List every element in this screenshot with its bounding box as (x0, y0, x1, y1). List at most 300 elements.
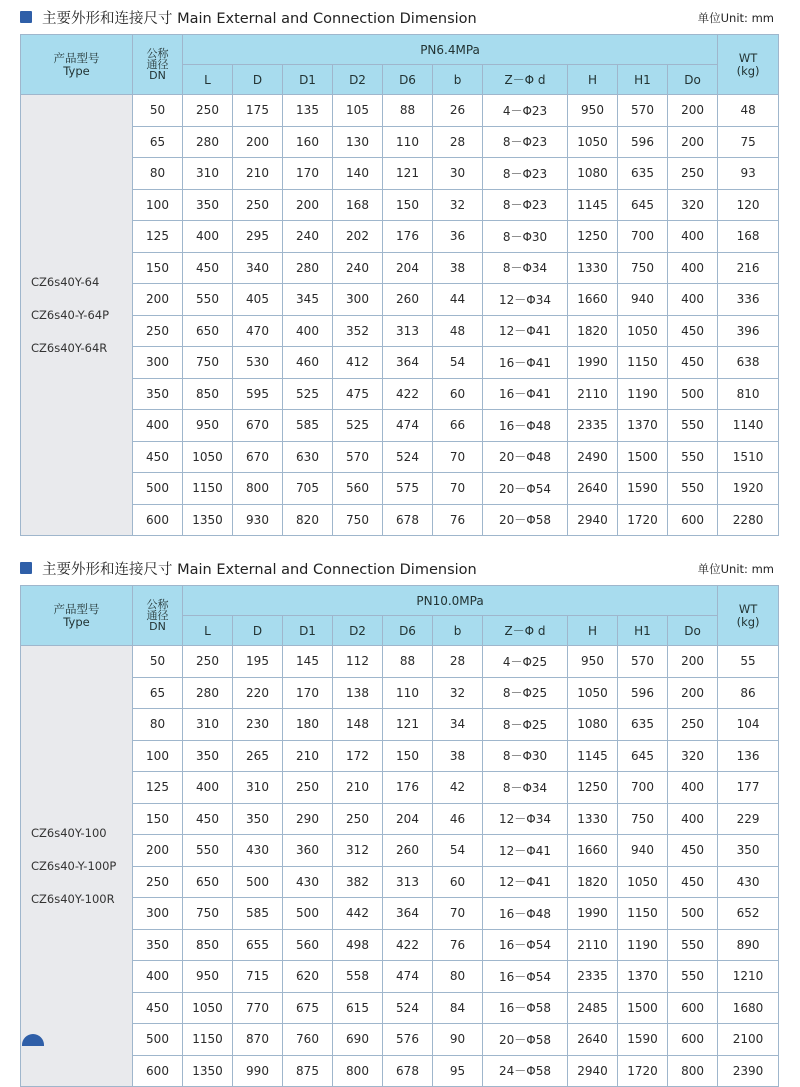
type-cell (21, 646, 133, 1087)
table-cell: 80 (133, 709, 183, 741)
table-cell: 340 (233, 252, 283, 284)
table-cell: 750 (333, 504, 383, 536)
table-cell: 450 (133, 441, 183, 473)
column-header: b (433, 65, 483, 95)
table-cell: 55 (718, 646, 779, 678)
table-cell: 125 (133, 221, 183, 253)
table-cell: 220 (233, 677, 283, 709)
weight-header (718, 35, 779, 95)
table-cell: 1510 (718, 441, 779, 473)
table-cell: 1080 (568, 158, 618, 190)
table-cell: 670 (233, 410, 283, 442)
table-cell: 8－Φ23 (483, 158, 568, 190)
table-cell: 475 (333, 378, 383, 410)
table-cell: 1820 (568, 866, 618, 898)
table-cell: 500 (233, 866, 283, 898)
table-cell: 350 (133, 929, 183, 961)
table-cell: 8－Φ30 (483, 740, 568, 772)
table-cell: 400 (133, 961, 183, 993)
table-cell: 12－Φ41 (483, 866, 568, 898)
table-cell: 576 (383, 1024, 433, 1056)
table-cell: 1150 (183, 1024, 233, 1056)
table-cell: 1150 (183, 473, 233, 505)
table-cell: 600 (668, 504, 718, 536)
square-bullet-icon (20, 11, 32, 23)
dimension-section-pn64 (0, 0, 800, 528)
column-header: Do (668, 65, 718, 95)
table-cell: 950 (568, 646, 618, 678)
table-cell: 570 (618, 646, 668, 678)
table-cell: 550 (183, 835, 233, 867)
table-cell: 530 (233, 347, 283, 379)
table-cell: 1920 (718, 473, 779, 505)
table-cell: 280 (183, 677, 233, 709)
table-row (21, 410, 779, 442)
table-cell: 16－Φ58 (483, 992, 568, 1024)
table-cell: 570 (618, 95, 668, 127)
table-cell: 34 (433, 709, 483, 741)
column-header: Z－Φ d (483, 65, 568, 95)
table-cell: 8－Φ34 (483, 252, 568, 284)
table-cell: 600 (668, 1024, 718, 1056)
table-cell: 70 (433, 898, 483, 930)
table-cell: 65 (133, 126, 183, 158)
column-header: D6 (383, 65, 433, 95)
table-cell: 1350 (183, 504, 233, 536)
table-cell: 320 (668, 189, 718, 221)
table-cell: 596 (618, 126, 668, 158)
table-cell: 525 (333, 410, 383, 442)
table-cell: 65 (133, 677, 183, 709)
table-cell: 12－Φ41 (483, 835, 568, 867)
table-row (21, 740, 779, 772)
table-cell: 76 (433, 504, 483, 536)
table-cell: 313 (383, 315, 433, 347)
table-cell: 596 (618, 677, 668, 709)
table-cell: 250 (333, 803, 383, 835)
table-cell: 240 (283, 221, 333, 253)
table-cell: 400 (668, 284, 718, 316)
table-cell: 364 (383, 898, 433, 930)
model-name: CZ6s40Y-100R (31, 891, 115, 906)
table-cell: 810 (718, 378, 779, 410)
table-cell: 875 (283, 1055, 333, 1087)
table-cell: 1820 (568, 315, 618, 347)
table-cell: 250 (668, 158, 718, 190)
table-cell: 950 (183, 961, 233, 993)
column-header: H (568, 616, 618, 646)
table-cell: 145 (283, 646, 333, 678)
column-header: H (568, 65, 618, 95)
table-cell: 940 (618, 835, 668, 867)
table-cell: 38 (433, 740, 483, 772)
table-cell: 176 (383, 221, 433, 253)
table-cell: 12－Φ34 (483, 284, 568, 316)
table-cell: 2940 (568, 1055, 618, 1087)
table-cell: 230 (233, 709, 283, 741)
table-cell: 200 (668, 677, 718, 709)
table-cell: 88 (383, 95, 433, 127)
table-cell: 350 (718, 835, 779, 867)
table-cell: 700 (618, 772, 668, 804)
table-cell: 28 (433, 126, 483, 158)
type-cell (21, 95, 133, 536)
table-cell: 26 (433, 95, 483, 127)
table-cell: 1145 (568, 740, 618, 772)
table-cell: 700 (618, 221, 668, 253)
table-cell: 88 (383, 646, 433, 678)
column-header: D (233, 65, 283, 95)
table-cell: 1190 (618, 378, 668, 410)
table-cell: 585 (283, 410, 333, 442)
table-cell: 4－Φ25 (483, 646, 568, 678)
table-cell: 560 (333, 473, 383, 505)
table-cell: 20－Φ54 (483, 473, 568, 505)
table-cell: 4－Φ23 (483, 95, 568, 127)
table-cell: 550 (668, 441, 718, 473)
table-cell: 280 (283, 252, 333, 284)
table-cell: 345 (283, 284, 333, 316)
table-cell: 12－Φ41 (483, 315, 568, 347)
table-cell: 500 (283, 898, 333, 930)
dimension-table (20, 585, 779, 1087)
table-cell: 450 (668, 347, 718, 379)
table-cell: 500 (668, 378, 718, 410)
table-cell: 850 (183, 378, 233, 410)
table-cell: 250 (668, 709, 718, 741)
table-cell: 620 (283, 961, 333, 993)
model-name: CZ6s40-Y-64P (31, 307, 110, 322)
table-row (21, 347, 779, 379)
table-cell: 8－Φ23 (483, 126, 568, 158)
table-cell: 350 (183, 189, 233, 221)
table-cell: 1150 (618, 347, 668, 379)
table-cell: 110 (383, 126, 433, 158)
table-cell: 1190 (618, 929, 668, 961)
table-cell: 313 (383, 866, 433, 898)
table-cell: 100 (133, 189, 183, 221)
table-cell: 400 (283, 315, 333, 347)
table-cell: 200 (668, 95, 718, 127)
table-cell: 36 (433, 221, 483, 253)
table-cell: 1050 (618, 866, 668, 898)
square-bullet-icon (20, 562, 32, 574)
table-cell: 86 (718, 677, 779, 709)
table-cell: 2940 (568, 504, 618, 536)
table-cell: 2100 (718, 1024, 779, 1056)
table-cell: 364 (383, 347, 433, 379)
table-cell: 400 (668, 221, 718, 253)
table-cell: 705 (283, 473, 333, 505)
table-cell: 170 (283, 158, 333, 190)
table-cell: 500 (668, 898, 718, 930)
table-cell: 150 (133, 252, 183, 284)
table-cell: 16－Φ54 (483, 929, 568, 961)
table-cell: 125 (133, 772, 183, 804)
table-cell: 20－Φ58 (483, 1024, 568, 1056)
table-cell: 550 (183, 284, 233, 316)
table-cell: 32 (433, 189, 483, 221)
section-title: 主要外形和连接尺寸 Main External and Connection Dimension (42, 11, 477, 27)
table-cell: 800 (333, 1055, 383, 1087)
table-row (21, 315, 779, 347)
dn-header-line2: 通径 (146, 609, 169, 622)
section-heading (0, 551, 800, 585)
table-cell: 550 (668, 410, 718, 442)
table-cell: 300 (133, 347, 183, 379)
table-cell: 615 (333, 992, 383, 1024)
table-cell: 300 (133, 898, 183, 930)
column-header: H1 (618, 65, 668, 95)
table-cell: 84 (433, 992, 483, 1024)
table-cell: 670 (233, 441, 283, 473)
table-cell: 1050 (568, 677, 618, 709)
table-row (21, 284, 779, 316)
table-cell: 320 (668, 740, 718, 772)
table-cell: 175 (233, 95, 283, 127)
table-cell: 16－Φ48 (483, 898, 568, 930)
table-cell: 652 (718, 898, 779, 930)
table-cell: 105 (333, 95, 383, 127)
dn-header-line3: DN (149, 620, 166, 633)
table-cell: 760 (283, 1024, 333, 1056)
table-cell: 1590 (618, 1024, 668, 1056)
table-row (21, 1055, 779, 1087)
table-cell: 46 (433, 803, 483, 835)
table-cell: 498 (333, 929, 383, 961)
table-cell: 204 (383, 252, 433, 284)
column-header: L (183, 65, 233, 95)
table-cell: 940 (618, 284, 668, 316)
table-cell: 200 (668, 646, 718, 678)
table-cell: 352 (333, 315, 383, 347)
table-cell: 135 (283, 95, 333, 127)
table-cell: 80 (133, 158, 183, 190)
table-cell: 210 (233, 158, 283, 190)
table-cell: 30 (433, 158, 483, 190)
table-row (21, 95, 779, 127)
table-cell: 2280 (718, 504, 779, 536)
model-name: CZ6s40Y-64 (31, 274, 100, 289)
table-cell: 2110 (568, 929, 618, 961)
column-header: D6 (383, 616, 433, 646)
table-cell: 202 (333, 221, 383, 253)
table-cell: 450 (183, 252, 233, 284)
table-cell: 750 (183, 347, 233, 379)
table-cell: 450 (668, 866, 718, 898)
table-row (21, 835, 779, 867)
table-cell: 820 (283, 504, 333, 536)
table-row (21, 803, 779, 835)
table-cell: 310 (233, 772, 283, 804)
table-cell: 180 (283, 709, 333, 741)
table-row (21, 189, 779, 221)
column-header: b (433, 616, 483, 646)
table-cell: 1330 (568, 803, 618, 835)
table-row (21, 504, 779, 536)
table-cell: 66 (433, 410, 483, 442)
table-cell: 170 (283, 677, 333, 709)
table-cell: 48 (718, 95, 779, 127)
table-cell: 16－Φ41 (483, 347, 568, 379)
type-header-en: Type (63, 63, 90, 78)
table-cell: 450 (133, 992, 183, 1024)
table-cell: 200 (133, 284, 183, 316)
table-cell: 430 (283, 866, 333, 898)
table-cell: 1500 (618, 441, 668, 473)
table-cell: 1990 (568, 898, 618, 930)
table-cell: 638 (718, 347, 779, 379)
table-cell: 524 (383, 441, 433, 473)
table-cell: 635 (618, 709, 668, 741)
table-cell: 525 (283, 378, 333, 410)
table-cell: 500 (133, 473, 183, 505)
table-cell: 690 (333, 1024, 383, 1056)
table-cell: 474 (383, 961, 433, 993)
table-cell: 200 (233, 126, 283, 158)
table-row (21, 929, 779, 961)
table-cell: 1660 (568, 284, 618, 316)
table-row (21, 866, 779, 898)
table-cell: 635 (618, 158, 668, 190)
table-row (21, 378, 779, 410)
table-cell: 50 (133, 646, 183, 678)
table-row (21, 441, 779, 473)
table-cell: 16－Φ54 (483, 961, 568, 993)
table-cell: 216 (718, 252, 779, 284)
table-cell: 1720 (618, 1055, 668, 1087)
table-cell: 405 (233, 284, 283, 316)
table-row (21, 1024, 779, 1056)
table-cell: 585 (233, 898, 283, 930)
table-cell: 1720 (618, 504, 668, 536)
table-cell: 2110 (568, 378, 618, 410)
table-row (21, 473, 779, 505)
table-cell: 600 (668, 992, 718, 1024)
table-cell: 200 (668, 126, 718, 158)
table-cell: 195 (233, 646, 283, 678)
table-cell: 558 (333, 961, 383, 993)
table-cell: 148 (333, 709, 383, 741)
table-cell: 2390 (718, 1055, 779, 1087)
table-cell: 1250 (568, 772, 618, 804)
table-cell: 1660 (568, 835, 618, 867)
table-cell: 1210 (718, 961, 779, 993)
table-cell: 54 (433, 347, 483, 379)
table-cell: 93 (718, 158, 779, 190)
table-cell: 2490 (568, 441, 618, 473)
table-cell: 750 (618, 252, 668, 284)
table-cell: 450 (668, 315, 718, 347)
table-cell: 400 (668, 803, 718, 835)
table-cell: 176 (383, 772, 433, 804)
table-body (21, 646, 779, 1087)
table-row (21, 126, 779, 158)
table-cell: 260 (383, 835, 433, 867)
table-cell: 32 (433, 677, 483, 709)
table-cell: 150 (383, 740, 433, 772)
table-cell: 400 (133, 410, 183, 442)
table-cell: 350 (233, 803, 283, 835)
table-cell: 850 (183, 929, 233, 961)
table-cell: 800 (668, 1055, 718, 1087)
dimension-section-pn100 (0, 551, 800, 1079)
table-cell: 678 (383, 504, 433, 536)
table-cell: 950 (183, 410, 233, 442)
table-row (21, 158, 779, 190)
table-cell: 450 (183, 803, 233, 835)
table-cell: 350 (133, 378, 183, 410)
dn-header (133, 35, 183, 95)
table-cell: 24－Φ58 (483, 1055, 568, 1087)
table-cell: 210 (333, 772, 383, 804)
table-cell: 1145 (568, 189, 618, 221)
table-cell: 655 (233, 929, 283, 961)
table-cell: 550 (668, 961, 718, 993)
type-header-zh: 产品型号 (53, 601, 100, 616)
table-cell: 8－Φ30 (483, 221, 568, 253)
table-cell: 1080 (568, 709, 618, 741)
table-cell: 400 (668, 772, 718, 804)
table-cell: 200 (283, 189, 333, 221)
column-header: D1 (283, 616, 333, 646)
dn-header-line1: 公称 (146, 47, 169, 60)
table-cell: 110 (383, 677, 433, 709)
table-cell: 290 (283, 803, 333, 835)
table-cell: 570 (333, 441, 383, 473)
table-cell: 204 (383, 803, 433, 835)
table-cell: 750 (618, 803, 668, 835)
table-cell: 422 (383, 929, 433, 961)
table-cell: 8－Φ25 (483, 677, 568, 709)
table-cell: 1250 (568, 221, 618, 253)
table-cell: 422 (383, 378, 433, 410)
table-cell: 54 (433, 835, 483, 867)
table-cell: 645 (618, 189, 668, 221)
column-header: H1 (618, 616, 668, 646)
table-cell: 1050 (568, 126, 618, 158)
table-cell: 1500 (618, 992, 668, 1024)
model-name: CZ6s40-Y-100P (31, 858, 117, 873)
table-cell: 38 (433, 252, 483, 284)
table-cell: 474 (383, 410, 433, 442)
table-cell: 250 (133, 866, 183, 898)
pressure-header: PN6.4MPa (183, 35, 718, 65)
table-cell: 560 (283, 929, 333, 961)
table-row (21, 646, 779, 678)
table-cell: 100 (133, 740, 183, 772)
table-cell: 280 (183, 126, 233, 158)
table-cell: 250 (233, 189, 283, 221)
table-cell: 1590 (618, 473, 668, 505)
column-header: L (183, 616, 233, 646)
table-cell: 1150 (618, 898, 668, 930)
table-cell: 770 (233, 992, 283, 1024)
weight-header-line1: WT (738, 601, 758, 616)
table-body (21, 95, 779, 536)
table-cell: 2640 (568, 473, 618, 505)
table-cell: 470 (233, 315, 283, 347)
section-title: 主要外形和连接尺寸 Main External and Connection Dimension (42, 562, 477, 578)
table-cell: 678 (383, 1055, 433, 1087)
table-cell: 1680 (718, 992, 779, 1024)
table-cell: 1990 (568, 347, 618, 379)
table-cell: 8－Φ23 (483, 189, 568, 221)
table-cell: 400 (668, 252, 718, 284)
column-header: D2 (333, 616, 383, 646)
column-header: Z－Φ d (483, 616, 568, 646)
table-cell: 20－Φ48 (483, 441, 568, 473)
